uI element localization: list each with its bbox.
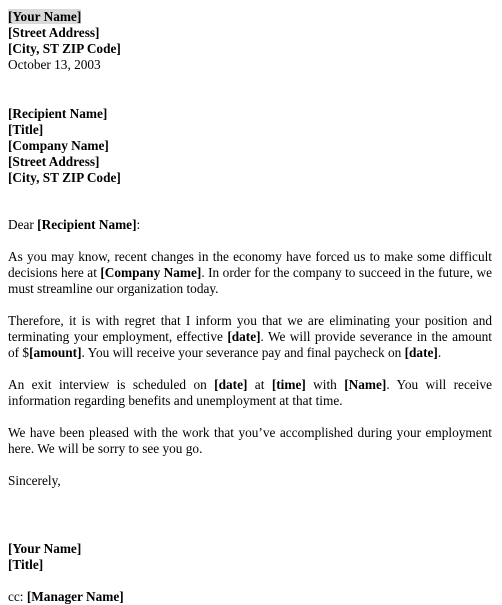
- sender-name-line: [8, 9, 492, 25]
- paragraph-2-date-1: [date]: [227, 329, 261, 344]
- sender-name: [Your Name]: [8, 9, 82, 24]
- signature-name: [Your Name]: [8, 541, 82, 556]
- signature-title: [Title]: [8, 557, 44, 572]
- paragraph-3-date: [date]: [214, 377, 248, 392]
- salutation-suffix: :: [136, 217, 141, 232]
- recipient-name: [Recipient Name]: [8, 106, 108, 121]
- paragraph-2-date-2: [date]: [404, 345, 438, 360]
- salutation-prefix: Dear: [8, 217, 38, 232]
- paragraph-3-name: [Name]: [344, 377, 387, 392]
- paragraph-2-text-4: .: [437, 345, 442, 360]
- paragraph-1-company: [Company Name]: [100, 265, 202, 280]
- salutation: [8, 217, 492, 233]
- paragraph-2-amount: [amount]: [29, 345, 82, 360]
- paragraph-1-text-2: . In order for the company to succeed in the future, we must streamline our organization today.: [8, 265, 492, 296]
- paragraph-3-text-4: . You will receive information regarding benefits and unemployment at that time.: [8, 377, 493, 408]
- paragraph-4-text-1: We have been pleased with the work that you’ve accomplished during your employment here. We will be sorry to see you go.: [8, 425, 492, 456]
- recipient-title: [Title]: [8, 122, 44, 137]
- closing: Sincerely,: [8, 473, 61, 488]
- letter-date: October 13, 2003: [8, 57, 101, 72]
- paragraph-3-text-3: with: [305, 377, 345, 392]
- paragraph-3-text-2: at: [247, 377, 272, 392]
- paragraph-2-text-1: Therefore, it is with regret that I inform you that we are eliminating your position and terminating your employment, effective: [8, 313, 492, 344]
- recipient-city: [City, ST ZIP Code]: [8, 170, 121, 185]
- recipient-block: [8, 106, 492, 186]
- paragraph-2: [8, 313, 492, 361]
- paragraph-1: [8, 249, 492, 297]
- paragraph-3-text-1: An exit interview is scheduled on: [8, 377, 215, 392]
- paragraph-1-text-1: As you may know, recent changes in the economy have forced us to make some difficult decisions here at: [8, 249, 492, 280]
- sender-city: [City, ST ZIP Code]: [8, 41, 121, 56]
- paragraph-2-text-2: . We will provide severance in the amount of $: [8, 329, 492, 360]
- recipient-street: [Street Address]: [8, 154, 100, 169]
- sender-block: [8, 9, 492, 73]
- cc-label: cc:: [8, 589, 27, 604]
- salutation-name: [Recipient Name]: [37, 217, 137, 232]
- signature-block: [8, 541, 492, 573]
- recipient-company: [Company Name]: [8, 138, 109, 153]
- sender-street: [Street Address]: [8, 25, 100, 40]
- paragraph-3-time: [time]: [271, 377, 306, 392]
- cc-name: [Manager Name]: [26, 589, 124, 604]
- paragraph-3: [8, 377, 492, 409]
- paragraph-2-text-3: . You will receive your severance pay and final paycheck on: [81, 345, 405, 360]
- paragraph-4: [8, 425, 492, 457]
- cc-line: [8, 589, 492, 605]
